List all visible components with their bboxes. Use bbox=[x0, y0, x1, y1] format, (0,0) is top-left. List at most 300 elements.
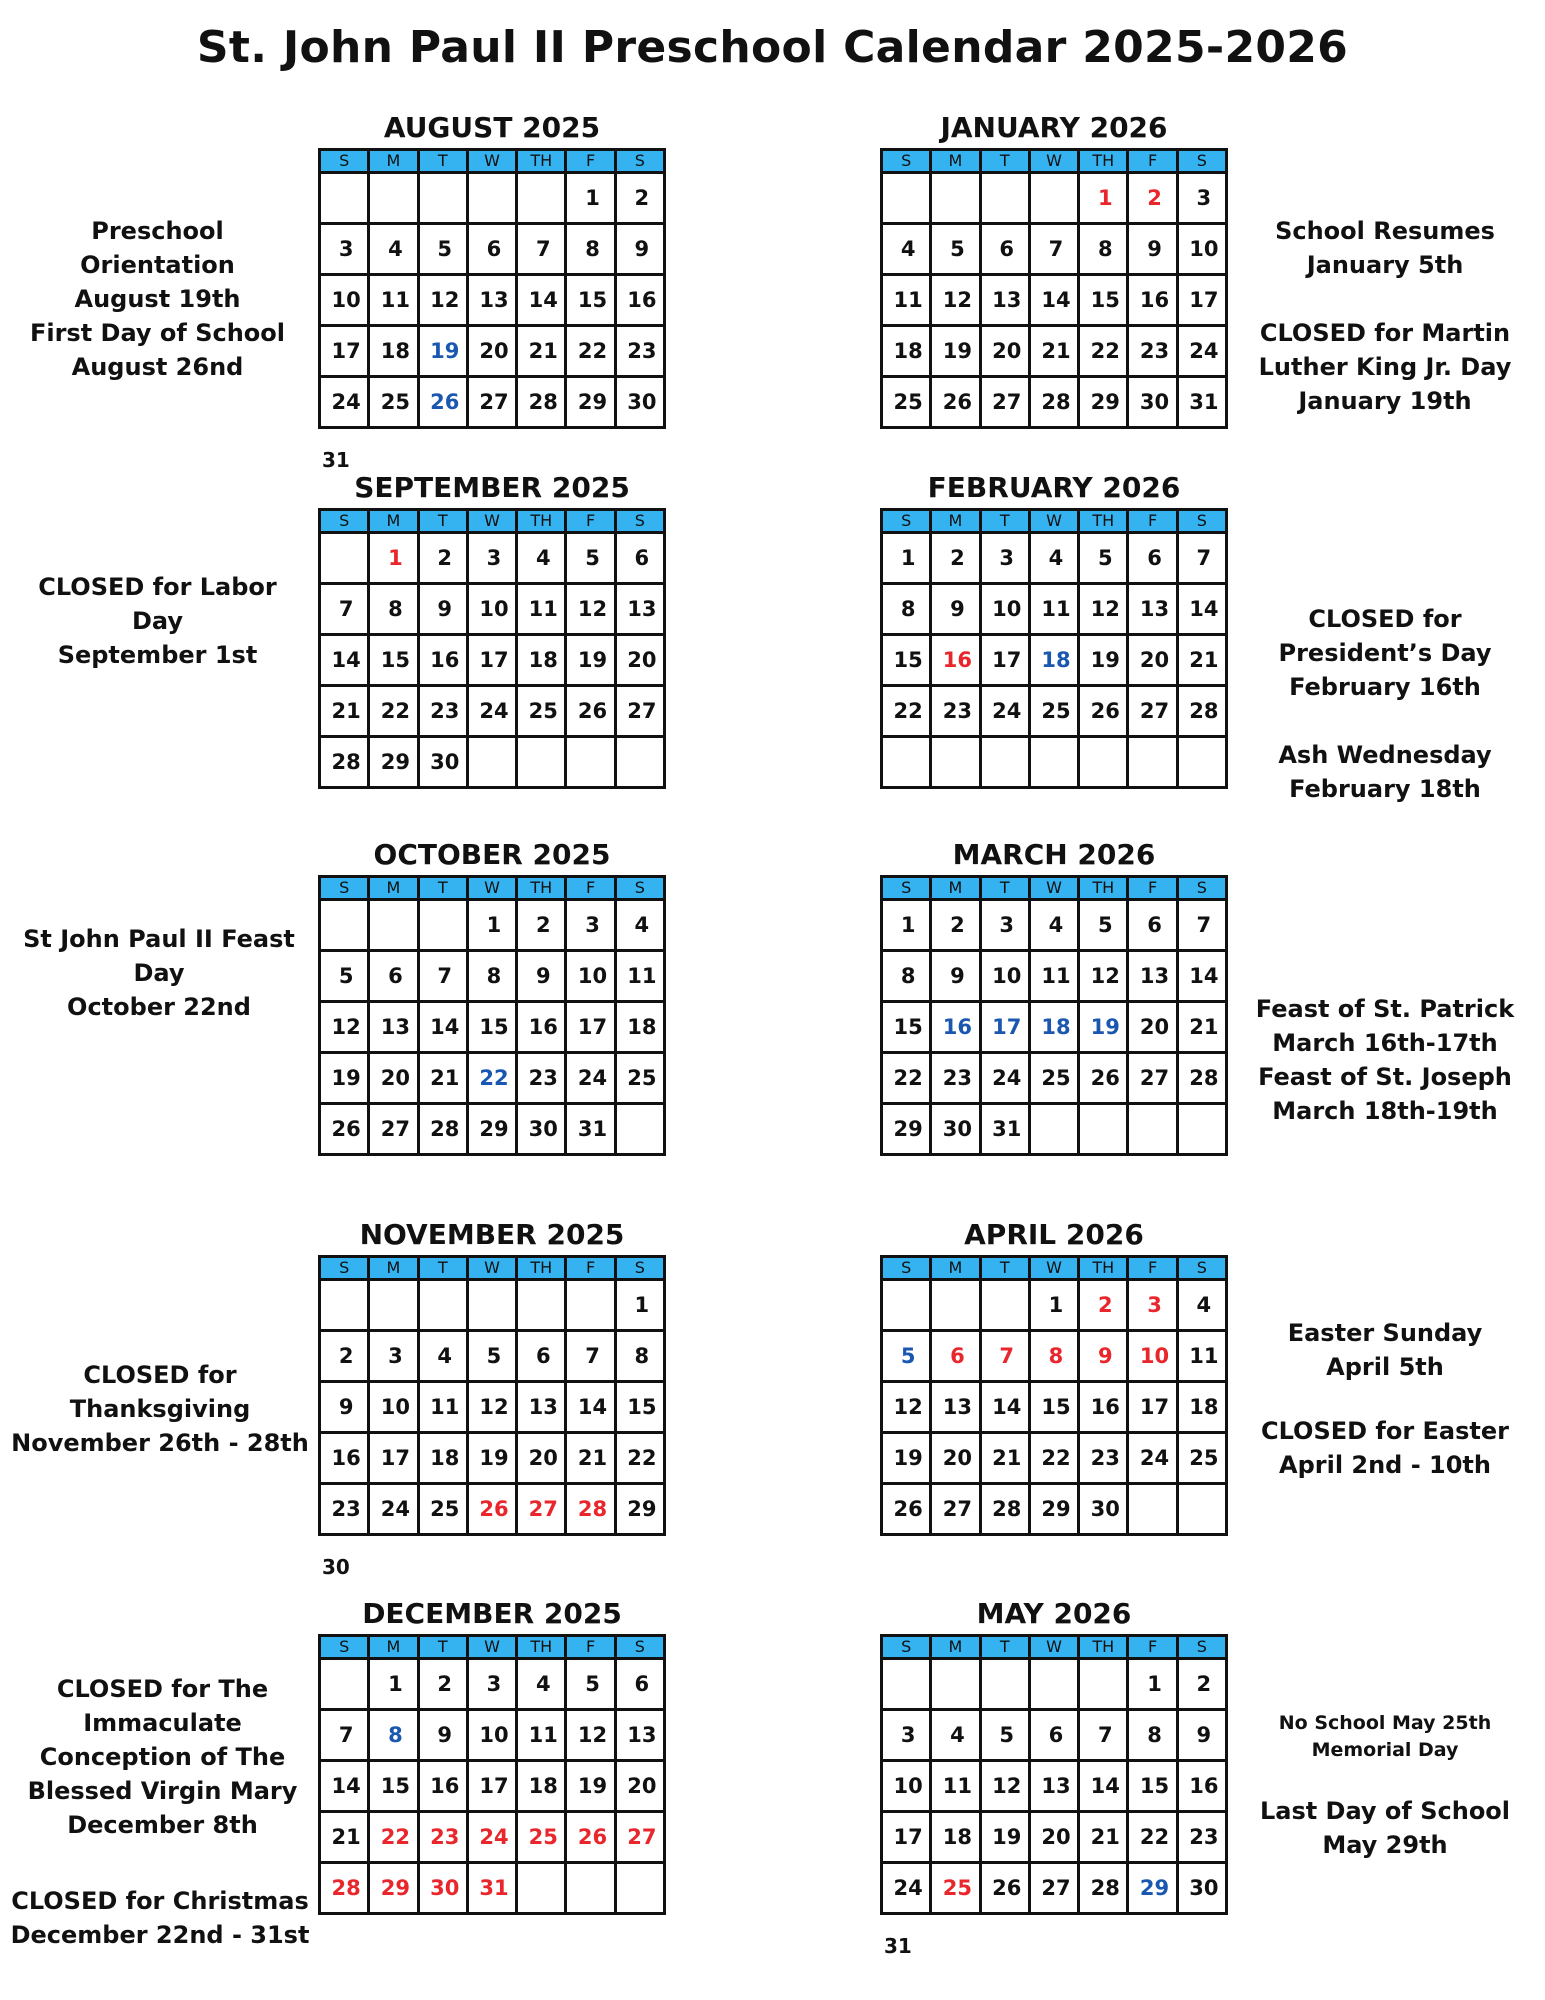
day-cell: 13 bbox=[931, 1382, 980, 1433]
day-cell: 16 bbox=[418, 635, 467, 686]
day-cell bbox=[1029, 1659, 1078, 1710]
day-cell: 9 bbox=[1079, 1331, 1128, 1382]
note-labor-day: CLOSED for Labor Day September 1st bbox=[38, 573, 277, 669]
day-cell: 20 bbox=[1128, 1002, 1177, 1053]
day-cell: 16 bbox=[615, 275, 664, 326]
week-row bbox=[320, 900, 665, 951]
day-cell bbox=[517, 1280, 566, 1331]
day-cell: 25 bbox=[615, 1053, 664, 1104]
week-row bbox=[882, 1433, 1227, 1484]
day-cell: 24 bbox=[566, 1053, 615, 1104]
day-cell: 26 bbox=[418, 377, 467, 428]
weekday-header: W bbox=[1029, 877, 1078, 900]
day-cell: 30 bbox=[1079, 1484, 1128, 1535]
month-april-2026 bbox=[880, 1215, 1228, 1536]
weekday-header: W bbox=[1029, 1636, 1078, 1659]
day-cell: 30 bbox=[1177, 1863, 1226, 1914]
week-row bbox=[320, 951, 665, 1002]
day-cell: 14 bbox=[320, 1761, 369, 1812]
day-cell: 21 bbox=[418, 1053, 467, 1104]
weekday-header: F bbox=[566, 1636, 615, 1659]
weekday-header: S bbox=[882, 150, 931, 173]
day-cell: 28 bbox=[418, 1104, 467, 1155]
day-cell: 9 bbox=[1128, 224, 1177, 275]
day-cell: 18 bbox=[1177, 1382, 1226, 1433]
day-cell: 18 bbox=[517, 1761, 566, 1812]
week-row bbox=[882, 900, 1227, 951]
note-immaculate-conception: CLOSED for The Immaculate Conception of The Blessed Virgin Mary December 8th bbox=[27, 1675, 298, 1839]
day-cell: 21 bbox=[320, 1812, 369, 1863]
day-cell: 24 bbox=[1128, 1433, 1177, 1484]
day-cell: 15 bbox=[1128, 1761, 1177, 1812]
day-cell: 29 bbox=[1029, 1484, 1078, 1535]
day-cell: 26 bbox=[566, 1812, 615, 1863]
day-cell: 21 bbox=[980, 1433, 1029, 1484]
day-cell: 20 bbox=[980, 326, 1029, 377]
day-cell: 3 bbox=[566, 900, 615, 951]
day-cell: 13 bbox=[615, 584, 664, 635]
day-cell: 17 bbox=[566, 1002, 615, 1053]
weekday-header: M bbox=[931, 1636, 980, 1659]
week-row bbox=[320, 326, 665, 377]
calendar-grid bbox=[318, 875, 666, 1156]
day-cell: 9 bbox=[320, 1382, 369, 1433]
weekday-header: TH bbox=[1079, 877, 1128, 900]
weekday-header: S bbox=[615, 1257, 664, 1280]
month-title: MARCH 2026 bbox=[952, 838, 1156, 871]
weekday-header: W bbox=[467, 1257, 516, 1280]
day-cell: 20 bbox=[369, 1053, 418, 1104]
day-cell: 2 bbox=[517, 900, 566, 951]
day-cell bbox=[566, 1863, 615, 1914]
day-cell: 25 bbox=[517, 1812, 566, 1863]
day-cell: 18 bbox=[517, 635, 566, 686]
weekday-header: F bbox=[566, 150, 615, 173]
day-cell: 14 bbox=[980, 1382, 1029, 1433]
week-row bbox=[882, 1484, 1227, 1535]
day-cell: 2 bbox=[1128, 173, 1177, 224]
day-cell bbox=[615, 1863, 664, 1914]
week-row bbox=[882, 173, 1227, 224]
day-cell bbox=[615, 1104, 664, 1155]
day-cell: 14 bbox=[320, 635, 369, 686]
weekday-header: S bbox=[1177, 150, 1226, 173]
day-cell: 14 bbox=[566, 1382, 615, 1433]
day-cell: 22 bbox=[369, 1812, 418, 1863]
day-cell: 17 bbox=[467, 635, 516, 686]
day-cell: 22 bbox=[1029, 1433, 1078, 1484]
day-cell bbox=[467, 737, 516, 788]
day-cell bbox=[418, 1280, 467, 1331]
day-cell: 8 bbox=[615, 1331, 664, 1382]
day-cell: 27 bbox=[615, 686, 664, 737]
day-cell: 28 bbox=[320, 737, 369, 788]
month-february-2026 bbox=[880, 468, 1228, 789]
day-cell: 28 bbox=[1079, 1863, 1128, 1914]
day-cell: 30 bbox=[1128, 377, 1177, 428]
day-cell: 29 bbox=[615, 1484, 664, 1535]
day-cell: 26 bbox=[1079, 1053, 1128, 1104]
day-cell: 28 bbox=[1177, 686, 1226, 737]
day-cell bbox=[1029, 737, 1078, 788]
day-cell: 18 bbox=[615, 1002, 664, 1053]
day-cell: 4 bbox=[931, 1710, 980, 1761]
day-cell bbox=[320, 1659, 369, 1710]
note-ash-wednesday: Ash Wednesday February 18th bbox=[1278, 741, 1492, 803]
day-cell: 15 bbox=[467, 1002, 516, 1053]
week-row bbox=[882, 1710, 1227, 1761]
day-cell: 8 bbox=[1029, 1331, 1078, 1382]
day-cell: 14 bbox=[1029, 275, 1078, 326]
weekday-header: S bbox=[320, 150, 369, 173]
day-cell: 14 bbox=[1177, 951, 1226, 1002]
day-cell: 17 bbox=[1177, 275, 1226, 326]
day-cell: 9 bbox=[418, 584, 467, 635]
month-title: APRIL 2026 bbox=[964, 1218, 1144, 1251]
day-cell: 3 bbox=[1128, 1280, 1177, 1331]
day-cell: 31 bbox=[980, 1104, 1029, 1155]
note-school-resumes: School Resumes January 5th bbox=[1275, 217, 1495, 279]
day-cell bbox=[882, 737, 931, 788]
day-cell: 3 bbox=[980, 900, 1029, 951]
day-cell: 16 bbox=[320, 1433, 369, 1484]
day-cell: 19 bbox=[1079, 635, 1128, 686]
weekday-header: M bbox=[931, 510, 980, 533]
weekday-header: F bbox=[1128, 1257, 1177, 1280]
day-cell: 24 bbox=[467, 1812, 516, 1863]
calendar-grid bbox=[318, 1634, 666, 1915]
day-cell: 21 bbox=[1029, 326, 1078, 377]
day-cell: 15 bbox=[615, 1382, 664, 1433]
day-cell: 2 bbox=[418, 533, 467, 584]
day-cell: 5 bbox=[1079, 533, 1128, 584]
month-title: SEPTEMBER 2025 bbox=[354, 471, 630, 504]
day-cell: 18 bbox=[418, 1433, 467, 1484]
day-cell: 7 bbox=[418, 951, 467, 1002]
day-cell: 19 bbox=[980, 1812, 1029, 1863]
weekday-header: TH bbox=[517, 1257, 566, 1280]
weekday-header: M bbox=[369, 510, 418, 533]
day-cell: 1 bbox=[1029, 1280, 1078, 1331]
day-cell: 26 bbox=[980, 1863, 1029, 1914]
week-row bbox=[882, 1331, 1227, 1382]
note-march-feasts: Feast of St. Patrick March 16th-17th Feast of St. Joseph March 18th-19th bbox=[1255, 995, 1515, 1125]
day-cell: 17 bbox=[467, 1761, 516, 1812]
weekday-header: S bbox=[1177, 877, 1226, 900]
day-cell: 10 bbox=[980, 951, 1029, 1002]
week-row bbox=[882, 1382, 1227, 1433]
weekday-header: S bbox=[615, 877, 664, 900]
day-cell: 20 bbox=[517, 1433, 566, 1484]
day-cell: 4 bbox=[369, 224, 418, 275]
day-cell: 23 bbox=[1128, 326, 1177, 377]
day-cell: 4 bbox=[1029, 900, 1078, 951]
day-cell: 22 bbox=[566, 326, 615, 377]
weekday-header: T bbox=[418, 150, 467, 173]
day-cell: 27 bbox=[980, 377, 1029, 428]
day-cell: 16 bbox=[931, 635, 980, 686]
day-cell: 2 bbox=[931, 533, 980, 584]
weekday-header: T bbox=[980, 877, 1029, 900]
week-row bbox=[320, 1433, 665, 1484]
day-cell: 18 bbox=[1029, 1002, 1078, 1053]
weekday-header: F bbox=[1128, 510, 1177, 533]
day-cell: 10 bbox=[369, 1382, 418, 1433]
weekday-header: T bbox=[980, 510, 1029, 533]
weekday-header: S bbox=[615, 150, 664, 173]
week-row bbox=[320, 173, 665, 224]
weekday-header: M bbox=[931, 877, 980, 900]
day-cell: 31 bbox=[566, 1104, 615, 1155]
day-cell: 30 bbox=[517, 1104, 566, 1155]
day-cell: 10 bbox=[1128, 1331, 1177, 1382]
day-cell: 1 bbox=[1128, 1659, 1177, 1710]
day-cell bbox=[931, 1280, 980, 1331]
day-cell: 15 bbox=[369, 1761, 418, 1812]
day-cell: 18 bbox=[882, 326, 931, 377]
week-row bbox=[882, 737, 1227, 788]
month-september-2025 bbox=[318, 468, 666, 789]
day-cell: 26 bbox=[320, 1104, 369, 1155]
day-cell: 27 bbox=[369, 1104, 418, 1155]
day-cell: 6 bbox=[467, 224, 516, 275]
weekday-header: W bbox=[1029, 510, 1078, 533]
day-cell bbox=[931, 173, 980, 224]
day-cell bbox=[1128, 1104, 1177, 1155]
day-cell: 12 bbox=[566, 1710, 615, 1761]
day-cell: 7 bbox=[1079, 1710, 1128, 1761]
calendar-grid bbox=[318, 148, 666, 429]
day-cell: 9 bbox=[418, 1710, 467, 1761]
weekday-header: M bbox=[369, 1257, 418, 1280]
day-cell: 11 bbox=[517, 1710, 566, 1761]
week-row bbox=[882, 224, 1227, 275]
week-row bbox=[320, 1863, 665, 1914]
weekday-header: S bbox=[320, 1257, 369, 1280]
day-cell: 9 bbox=[931, 951, 980, 1002]
day-cell: 13 bbox=[1128, 584, 1177, 635]
overflow-day: 30 bbox=[322, 1555, 350, 1579]
overflow-day: 31 bbox=[884, 1934, 912, 1958]
day-cell: 4 bbox=[615, 900, 664, 951]
calendar-grid bbox=[318, 508, 666, 789]
day-cell: 6 bbox=[615, 533, 664, 584]
day-cell bbox=[320, 533, 369, 584]
day-cell bbox=[517, 1863, 566, 1914]
day-cell: 23 bbox=[320, 1484, 369, 1535]
day-cell: 24 bbox=[369, 1484, 418, 1535]
day-cell bbox=[1079, 737, 1128, 788]
day-cell: 17 bbox=[882, 1812, 931, 1863]
day-cell bbox=[369, 900, 418, 951]
day-cell: 23 bbox=[418, 1812, 467, 1863]
day-cell: 8 bbox=[1079, 224, 1128, 275]
day-cell: 8 bbox=[369, 584, 418, 635]
weekday-header: TH bbox=[517, 1636, 566, 1659]
day-cell: 23 bbox=[1177, 1812, 1226, 1863]
day-cell: 29 bbox=[566, 377, 615, 428]
day-cell: 22 bbox=[1128, 1812, 1177, 1863]
week-row bbox=[882, 1002, 1227, 1053]
day-cell bbox=[1177, 1104, 1226, 1155]
weekday-header: S bbox=[882, 1636, 931, 1659]
week-row bbox=[320, 377, 665, 428]
week-row bbox=[882, 635, 1227, 686]
day-cell: 16 bbox=[1128, 275, 1177, 326]
day-cell: 10 bbox=[467, 1710, 516, 1761]
weekday-header: S bbox=[1177, 1636, 1226, 1659]
week-row bbox=[320, 737, 665, 788]
day-cell bbox=[980, 1659, 1029, 1710]
month-title: AUGUST 2025 bbox=[383, 111, 601, 144]
month-august-2025 bbox=[318, 108, 666, 472]
month-title: NOVEMBER 2025 bbox=[359, 1218, 625, 1251]
day-cell: 22 bbox=[882, 1053, 931, 1104]
weekday-header: F bbox=[566, 877, 615, 900]
note-first-day: First Day of School August 26nd bbox=[29, 319, 286, 381]
day-cell: 27 bbox=[467, 377, 516, 428]
day-cell: 7 bbox=[980, 1331, 1029, 1382]
weekday-header: T bbox=[980, 1257, 1029, 1280]
day-cell bbox=[882, 1280, 931, 1331]
day-cell: 25 bbox=[1029, 686, 1078, 737]
day-cell: 3 bbox=[369, 1331, 418, 1382]
day-cell: 27 bbox=[1128, 686, 1177, 737]
month-november-2025 bbox=[318, 1215, 666, 1579]
weekday-header: W bbox=[1029, 1257, 1078, 1280]
day-cell: 6 bbox=[369, 951, 418, 1002]
day-cell: 6 bbox=[615, 1659, 664, 1710]
day-cell: 8 bbox=[467, 951, 516, 1002]
day-cell: 25 bbox=[882, 377, 931, 428]
week-row bbox=[320, 1331, 665, 1382]
note-thanksgiving: CLOSED for Thanksgiving November 26th - 28th bbox=[11, 1361, 309, 1457]
day-cell: 5 bbox=[467, 1331, 516, 1382]
week-row bbox=[882, 1053, 1227, 1104]
week-row bbox=[320, 533, 665, 584]
week-row bbox=[320, 224, 665, 275]
day-cell: 25 bbox=[517, 686, 566, 737]
day-cell: 12 bbox=[882, 1382, 931, 1433]
day-cell bbox=[931, 1659, 980, 1710]
day-cell: 12 bbox=[418, 275, 467, 326]
day-cell: 17 bbox=[320, 326, 369, 377]
day-cell bbox=[882, 173, 931, 224]
day-cell: 21 bbox=[566, 1433, 615, 1484]
day-cell: 7 bbox=[1177, 533, 1226, 584]
day-cell: 15 bbox=[882, 635, 931, 686]
day-cell: 3 bbox=[320, 224, 369, 275]
day-cell: 14 bbox=[418, 1002, 467, 1053]
day-cell: 16 bbox=[517, 1002, 566, 1053]
day-cell: 10 bbox=[980, 584, 1029, 635]
month-october-2025 bbox=[318, 835, 666, 1156]
day-cell: 11 bbox=[369, 275, 418, 326]
day-cell: 25 bbox=[931, 1863, 980, 1914]
calendar-grid bbox=[880, 1634, 1228, 1915]
day-cell: 26 bbox=[882, 1484, 931, 1535]
week-row bbox=[882, 1863, 1227, 1914]
week-row bbox=[882, 1812, 1227, 1863]
day-cell: 17 bbox=[980, 1002, 1029, 1053]
day-cell: 12 bbox=[467, 1382, 516, 1433]
note-easter-closed: CLOSED for Easter April 2nd - 10th bbox=[1261, 1417, 1509, 1479]
note-christmas: CLOSED for Christmas December 22nd - 31st bbox=[10, 1887, 310, 1949]
day-cell: 23 bbox=[517, 1053, 566, 1104]
day-cell: 21 bbox=[1177, 1002, 1226, 1053]
day-cell: 19 bbox=[566, 1761, 615, 1812]
day-cell: 13 bbox=[467, 275, 516, 326]
day-cell: 20 bbox=[615, 1761, 664, 1812]
day-cell: 5 bbox=[566, 1659, 615, 1710]
week-row bbox=[882, 377, 1227, 428]
day-cell: 11 bbox=[418, 1382, 467, 1433]
day-cell: 1 bbox=[615, 1280, 664, 1331]
day-cell: 30 bbox=[418, 737, 467, 788]
calendar-grid bbox=[880, 1255, 1228, 1536]
note-last-day: Last Day of School May 29th bbox=[1259, 1797, 1511, 1859]
day-cell: 20 bbox=[467, 326, 516, 377]
day-cell bbox=[517, 173, 566, 224]
day-cell: 29 bbox=[369, 1863, 418, 1914]
day-cell: 5 bbox=[882, 1331, 931, 1382]
day-cell: 4 bbox=[418, 1331, 467, 1382]
overflow-day: 31 bbox=[322, 448, 350, 472]
month-may-2026 bbox=[880, 1594, 1228, 1958]
day-cell: 11 bbox=[882, 275, 931, 326]
weekday-header: TH bbox=[1079, 1257, 1128, 1280]
day-cell: 8 bbox=[1128, 1710, 1177, 1761]
day-cell: 7 bbox=[320, 584, 369, 635]
day-cell: 5 bbox=[1079, 900, 1128, 951]
day-cell: 2 bbox=[1177, 1659, 1226, 1710]
day-cell: 3 bbox=[467, 533, 516, 584]
day-cell: 14 bbox=[1079, 1761, 1128, 1812]
day-cell: 24 bbox=[980, 686, 1029, 737]
week-row bbox=[882, 1104, 1227, 1155]
weekday-header: S bbox=[320, 1636, 369, 1659]
day-cell: 13 bbox=[980, 275, 1029, 326]
day-cell: 1 bbox=[369, 533, 418, 584]
day-cell: 9 bbox=[1177, 1710, 1226, 1761]
day-cell: 25 bbox=[1177, 1433, 1226, 1484]
day-cell: 26 bbox=[467, 1484, 516, 1535]
month-title: JANUARY 2026 bbox=[940, 111, 1168, 144]
week-row bbox=[320, 1104, 665, 1155]
day-cell: 23 bbox=[615, 326, 664, 377]
day-cell: 2 bbox=[931, 900, 980, 951]
day-cell: 31 bbox=[467, 1863, 516, 1914]
day-cell: 26 bbox=[1079, 686, 1128, 737]
month-title: MAY 2026 bbox=[976, 1597, 1132, 1630]
note-memorial-day: No School May 25th Memorial Day bbox=[1278, 1712, 1492, 1761]
day-cell: 18 bbox=[1029, 635, 1078, 686]
weekday-header: S bbox=[320, 510, 369, 533]
day-cell: 6 bbox=[931, 1331, 980, 1382]
day-cell: 27 bbox=[615, 1812, 664, 1863]
week-row bbox=[882, 584, 1227, 635]
day-cell: 15 bbox=[369, 635, 418, 686]
day-cell: 19 bbox=[418, 326, 467, 377]
day-cell: 30 bbox=[418, 1863, 467, 1914]
weekday-header: TH bbox=[1079, 150, 1128, 173]
day-cell: 20 bbox=[931, 1433, 980, 1484]
day-cell: 3 bbox=[882, 1710, 931, 1761]
day-cell: 18 bbox=[931, 1812, 980, 1863]
day-cell bbox=[467, 1280, 516, 1331]
day-cell: 30 bbox=[931, 1104, 980, 1155]
day-cell: 8 bbox=[369, 1710, 418, 1761]
